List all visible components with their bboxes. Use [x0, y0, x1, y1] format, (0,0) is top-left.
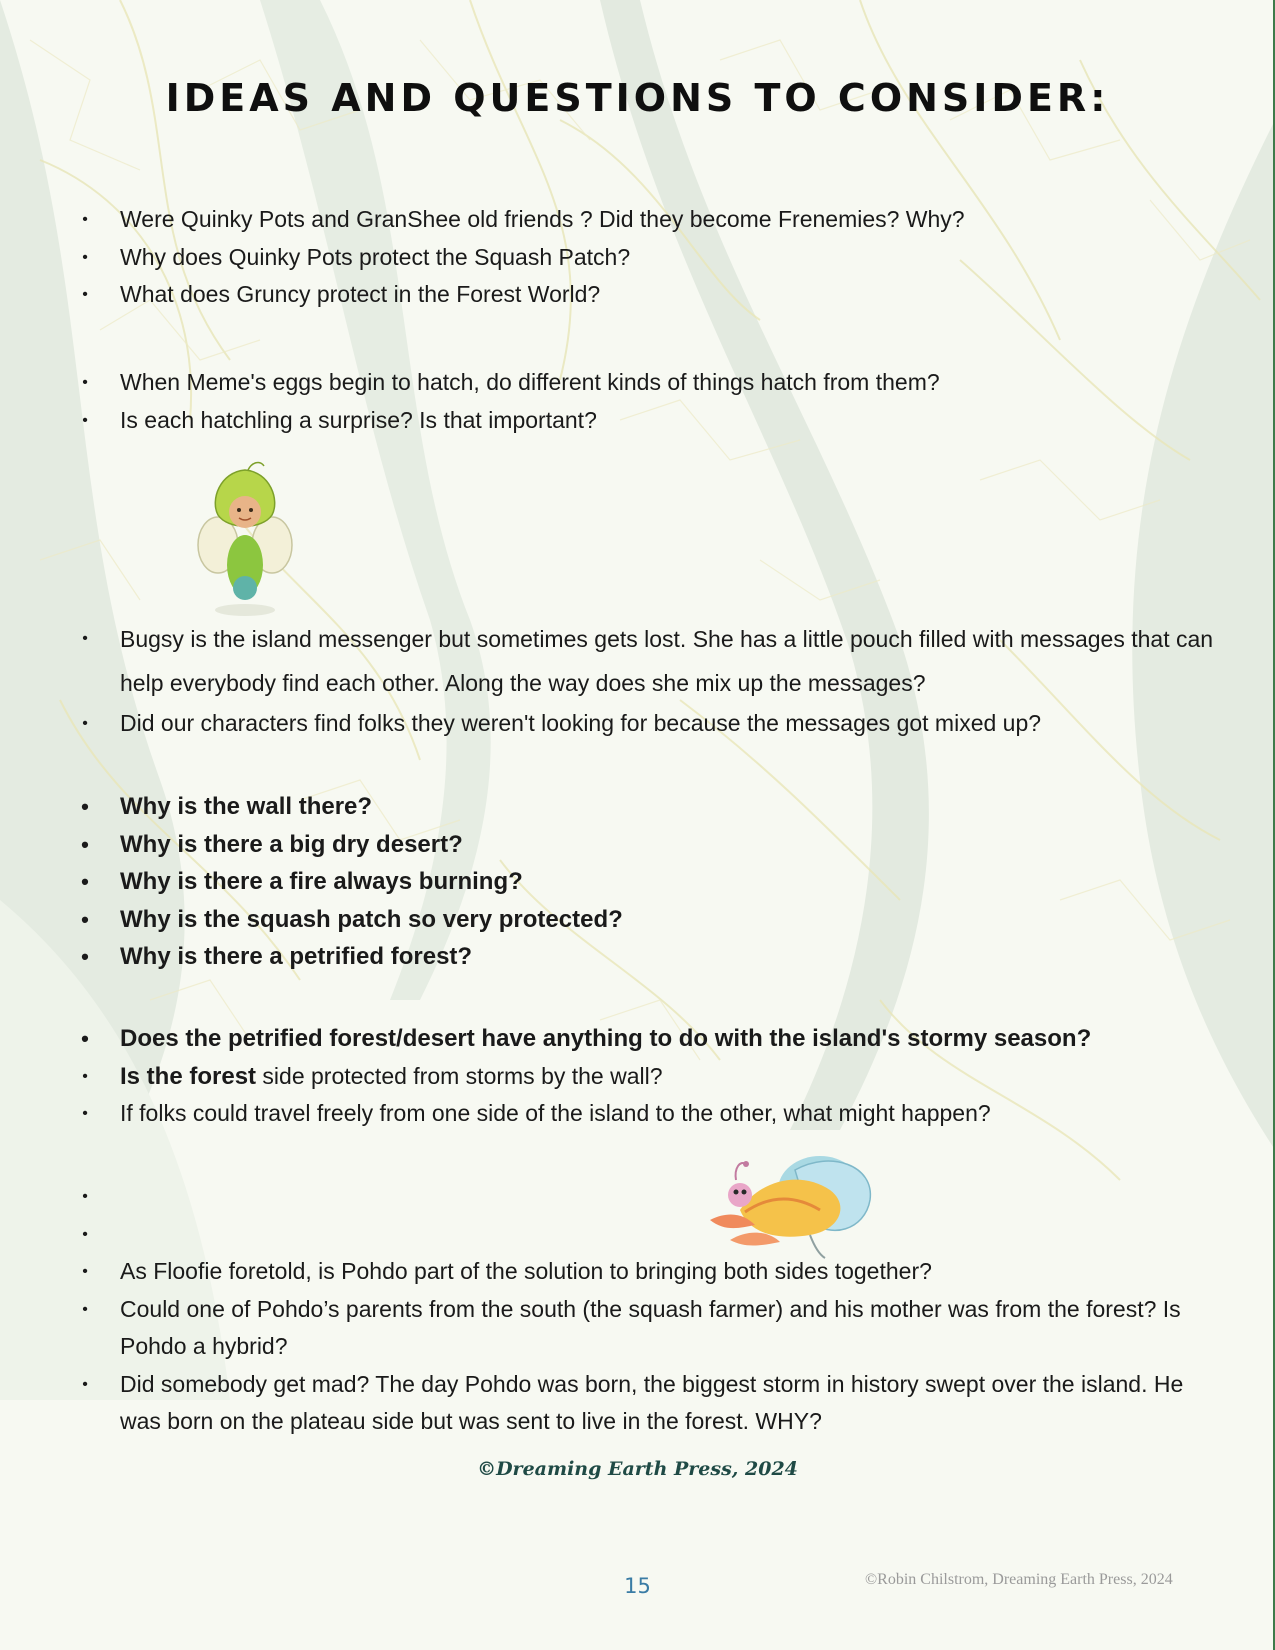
list-item-text: As Floofie foretold, is Pohdo part of the solution to bringing both sides together? [120, 1258, 932, 1284]
list-item-text: Is each hatchling a surprise? Is that important? [120, 406, 597, 433]
list-item [80, 1058, 1230, 1096]
bullet: • [82, 374, 88, 391]
list-item [80, 1253, 1230, 1291]
list-item-text: Bugsy is the island messenger but sometimes gets lost. She has a little pouch filled with messages that can help everybody find each other. Along the way does she mix up the messages? [120, 626, 1214, 696]
bullet: • [82, 1225, 88, 1243]
bullet: • [81, 794, 89, 819]
question-group-island [80, 788, 1230, 976]
bullet: • [82, 1375, 88, 1393]
list-item [80, 402, 1230, 440]
question-group-friendship [80, 201, 1230, 314]
bullet: • [81, 944, 89, 969]
question-group-messenger [80, 617, 1230, 743]
list-item-text: Why is the squash patch so very protected? [120, 905, 623, 933]
list-item [80, 901, 1230, 939]
copyright-notice: ©Robin Chilstrom, Dreaming Earth Press, 2024 [865, 1571, 1173, 1588]
bugsy-illustration [190, 460, 300, 620]
list-item-text: Why does Quinky Pots protect the Squash Patch? [120, 243, 631, 270]
list-item-text: If folks could travel freely from one side of the island to the other, what might happen? [120, 1100, 991, 1126]
bullet: • [81, 869, 89, 894]
list-item-text: Why is there a big dry desert? [120, 830, 463, 858]
list-item-text: Why is the wall there? [120, 793, 373, 820]
bullet: • [81, 906, 89, 932]
list-item-bold-text: Is the forest [120, 1062, 257, 1090]
list-item [80, 201, 1230, 239]
list-item-text: Were Quinky Pots and GranShee old friends ? Did they become Frenemies? Why? [120, 206, 965, 232]
list-item [80, 276, 1230, 314]
list-item-text [120, 1058, 1230, 1096]
press-credit: ©Dreaming Earth Press, 2024 [477, 1458, 798, 1480]
bullet: • [82, 248, 88, 266]
bullet: • [81, 831, 89, 857]
question-group-pohdo [80, 1178, 1230, 1441]
bullet: • [82, 1067, 88, 1085]
list-item-text: When Meme's eggs begin to hatch, do different kinds of things hatch from them? [120, 369, 940, 395]
bullet: • [82, 211, 88, 228]
list-item [80, 826, 1230, 864]
list-item-text: Did somebody get mad? The day Pohdo was born, the biggest storm in history swept over the island. He was born on the plateau side but was sent to live in the forest. WHY? [120, 1370, 1184, 1434]
list-item [80, 239, 1230, 277]
list-item-text: Why is there a fire always burning? [120, 868, 523, 895]
bullet: • [82, 630, 88, 647]
list-item-text: Did our characters find folks they weren't looking for because the messages got mixed up? [120, 710, 1042, 736]
bullet: • [82, 1300, 88, 1318]
bullet: • [82, 715, 88, 732]
list-item [80, 705, 1230, 743]
page-number: 15 [624, 1574, 651, 1598]
list-item [80, 1020, 1230, 1058]
list-item [80, 617, 1230, 705]
bullet: • [81, 1026, 89, 1051]
list-item [80, 788, 1230, 826]
bullet: • [82, 1263, 88, 1280]
bullet: • [82, 1105, 88, 1122]
list-item-text: Does the petrified forest/desert have anything to do with the island's stormy season? [120, 1025, 1092, 1052]
list-item [80, 938, 1230, 976]
list-item [80, 1178, 1230, 1216]
page-title: IDEAS AND QUESTIONS TO CONSIDER: [165, 76, 1110, 120]
question-group-storms [80, 1020, 1230, 1133]
list-item-text: What does Gruncy protect in the Forest World? [120, 281, 601, 307]
list-item-text: Why is there a petrified forest? [120, 943, 473, 970]
bullet: • [82, 411, 88, 429]
question-group-hatchlings [80, 364, 1230, 439]
list-item [80, 1291, 1230, 1366]
list-item [80, 1366, 1230, 1441]
list-item [80, 364, 1230, 402]
list-item [80, 1216, 1230, 1254]
list-item-rest-text: side protected from storms by the wall? [256, 1062, 663, 1089]
bullet: • [82, 286, 88, 303]
bullet: • [82, 1188, 88, 1205]
list-item [80, 863, 1230, 901]
list-item-text: Could one of Pohdo’s parents from the south (the squash farmer) and his mother was from the forest? Is Pohdo a hybrid? [120, 1295, 1181, 1359]
list-item [80, 1095, 1230, 1133]
